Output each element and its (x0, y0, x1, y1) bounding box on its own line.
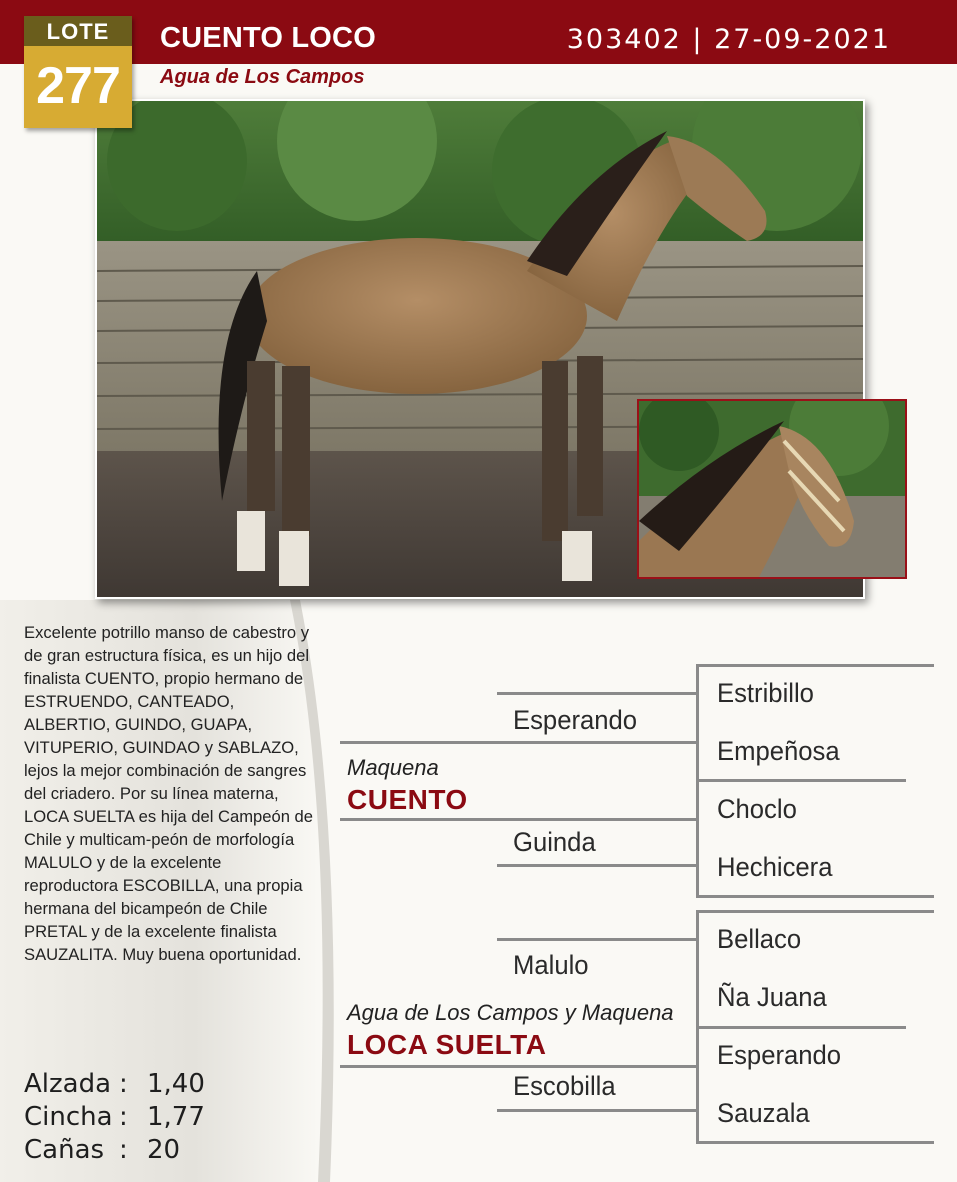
horse-name: CUENTO LOCO (160, 22, 376, 54)
stat-cincha (24, 1101, 205, 1134)
grandparent-line (497, 864, 697, 867)
great-grandparent-name: Empeñosa (717, 736, 840, 766)
great-grandparent-line (696, 895, 934, 898)
great-grandparent-line (696, 664, 934, 667)
grandparent-line (497, 938, 697, 941)
great-grandparent-name: Hechicera (717, 852, 833, 882)
lot-description: Excelente potrillo manso de cabestro y de gran estructura física, es un hijo del finalista CUENTO, propio hermano de ESTRUENDO, CANTEADO, ALBERTIO, GUINDO, GUAPA, VITUPERIO, GUINDAO y SABLAZO, lejos la mejor combinación de sangres del criadero. Por su línea materna, LOCA SUELTA es hija del Campeón de Chile y multicam-peón de morfología MALULO y de la excelente reproductora ESCOBILLA, una propia hermana del bicampeón de Chile PRETAL y de la excelente finalista SAUZALITA. Muy buena oportunidad. (24, 623, 314, 964)
stat-alzada (24, 1068, 205, 1101)
stat-value: 20 (147, 1135, 181, 1165)
great-grandparent-name: Esperando (717, 1040, 842, 1070)
grandparent-line (497, 692, 697, 695)
lot-number: 277 (24, 46, 132, 128)
great-grandparent-name: Sauzala (717, 1098, 810, 1128)
stat-label: Alzada (24, 1069, 112, 1099)
dam-name: LOCA SUELTA (347, 1029, 547, 1060)
breeder-name: Agua de Los Campos (160, 66, 365, 88)
lot-badge (24, 16, 132, 128)
sire-line-bottom (340, 818, 698, 821)
stat-label: Cañas (24, 1135, 105, 1165)
grandparent-name: Esperando (513, 705, 638, 735)
stat-separator: : (119, 1102, 128, 1132)
dam-line (340, 1065, 698, 1068)
great-grandparent-line (696, 910, 934, 913)
grandparent-name: Guinda (513, 827, 596, 857)
great-grandparent-name: Ña Juana (717, 982, 827, 1012)
dam-breeder: Agua de Los Campos y Maquena (347, 1000, 674, 1025)
great-grandparent-name: Bellaco (717, 924, 802, 954)
grandparent-name: Malulo (513, 950, 589, 980)
great-grandparent-line (696, 1026, 906, 1029)
sire-breeder: Maquena (347, 755, 439, 780)
stat-label: Cincha (24, 1102, 113, 1132)
registration-date: 303402 | 27-09-2021 (566, 24, 891, 55)
sire-line (340, 741, 698, 744)
stat-separator: : (119, 1135, 128, 1165)
great-grandparent-name: Estribillo (717, 678, 814, 708)
horse-head-photo (637, 399, 907, 579)
sire-name: CUENTO (347, 784, 468, 815)
stat-value: 1,77 (147, 1102, 205, 1132)
stat-value: 1,40 (147, 1069, 205, 1099)
stat-separator: : (119, 1069, 128, 1099)
grandparent-line (497, 1109, 697, 1112)
grandparent-name: Escobilla (513, 1071, 616, 1101)
great-grandparent-line (696, 779, 906, 782)
great-grandparent-name: Choclo (717, 794, 797, 824)
stat-canas (24, 1134, 205, 1167)
great-grandparent-line (696, 1141, 934, 1144)
measurements (24, 1068, 205, 1167)
lot-label: LOTE (24, 16, 132, 46)
